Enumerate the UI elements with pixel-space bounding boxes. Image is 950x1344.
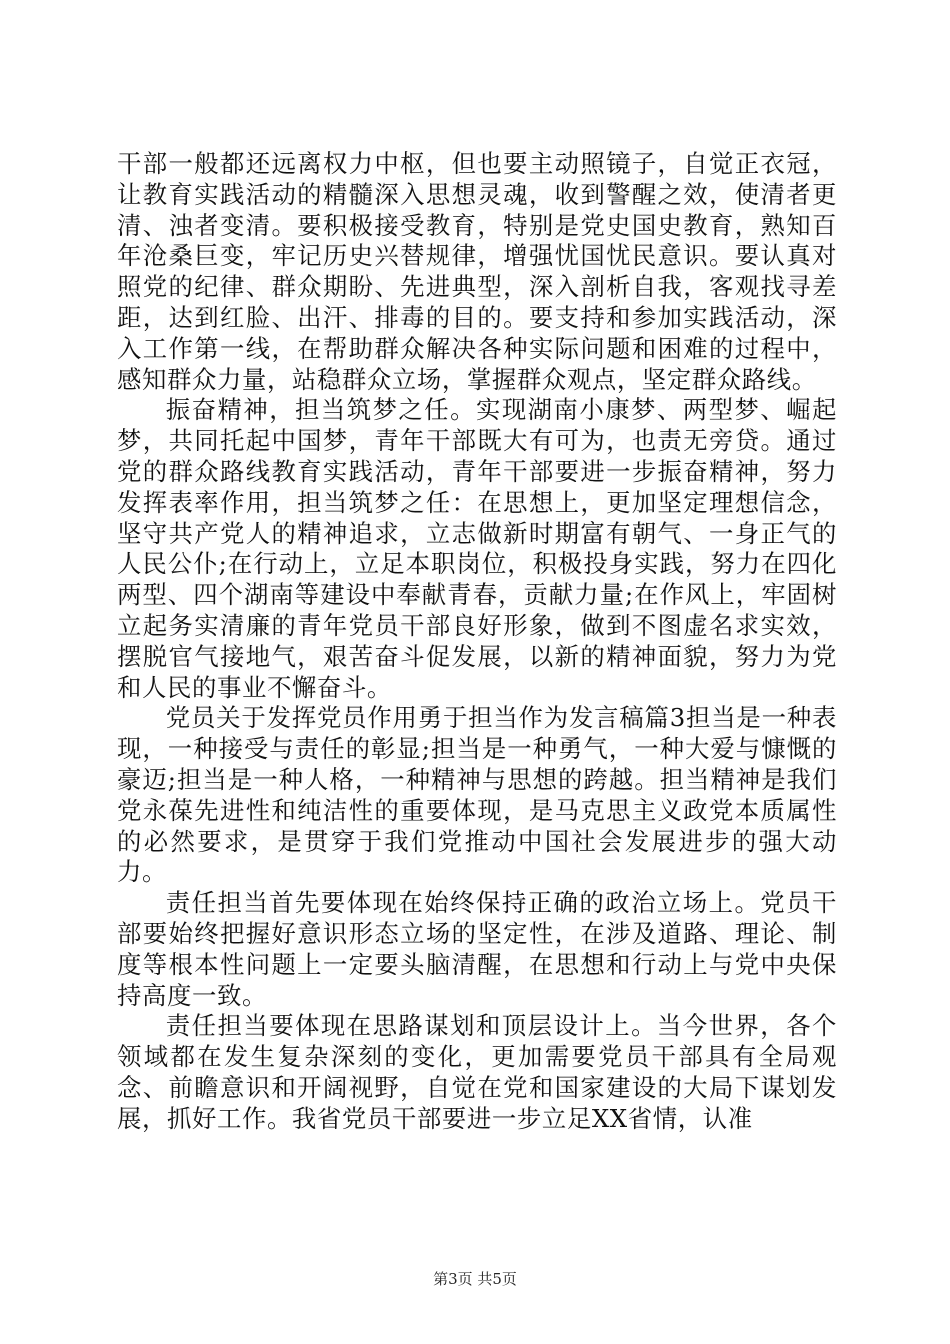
page-number-footer: 第3页 共5页 (433, 1270, 517, 1288)
paragraph-2: 振奋精神，担当筑梦之任。实现湖南小康梦、两型梦、崛起梦，共同托起中国梦，青年干部既大有可为，也责无旁贷。通过党的群众路线教育实践活动，青年干部要进一步振奋精神，努力发挥表率作用，担当筑梦之任：在思想上，更加坚定理想信念，坚守共产党人的精神追求，立志做新时期富有朝气、一身正气的人民公仆;在行动上，立足本职岗位，积极投身实践，努力在四化两型、四个湖南等建设中奉献青春，贡献力量;在作风上，牢固树立起务实清廉的青年党员干部良好形象，做到不图虚名求实效，摆脱官气接地气，艰苦奋斗促发展，以新的精神面貌，努力为党和人民的事业不懈奋斗。 (117, 395, 837, 702)
paragraph-5: 责任担当要体现在思路谋划和顶层设计上。当今世界，各个领域都在发生复杂深刻的变化，更加需要党员干部具有全局观念、前瞻意识和开阔视野，自觉在党和国家建设的大局下谋划发展，抓好工作。我省党员干部要进一步立足XX省情，认准 (117, 1011, 837, 1133)
document-body (117, 149, 837, 1135)
paragraph-3: 党员关于发挥党员作用勇于担当作为发言稿篇3担当是一种表现，一种接受与责任的彰显;担当是一种勇气，一种大爱与慷慨的豪迈;担当是一种人格，一种精神与思想的跨越。担当精神是我们党永葆先进性和纯洁性的重要体现，是马克思主义政党本质属性的必然要求，是贯穿于我们党推动中国社会发展进步的强大动力。 (117, 703, 837, 887)
paragraph-1: 干部一般都还远离权力中枢，但也要主动照镜子，自觉正衣冠，让教育实践活动的精髓深入思想灵魂，收到警醒之效，使清者更清、浊者变清。要积极接受教育，特别是党史国史教育，熟知百年沧桑巨变，牢记历史兴替规律，增强忧国忧民意识。要认真对照党的纪律、群众期盼、先进典型，深入剖析自我，客观找寻差距，达到红脸、出汗、排毒的目的。要支持和参加实践活动，深入工作第一线，在帮助群众解决各种实际问题和困难的过程中，感知群众力量，站稳群众立场，掌握群众观点，坚定群众路线。 (117, 149, 837, 394)
paragraph-4: 责任担当首先要体现在始终保持正确的政治立场上。党员干部要始终把握好意识形态立场的坚定性，在涉及道路、理论、制度等根本性问题上一定要头脑清醒，在思想和行动上与党中央保持高度一致。 (117, 888, 837, 1010)
